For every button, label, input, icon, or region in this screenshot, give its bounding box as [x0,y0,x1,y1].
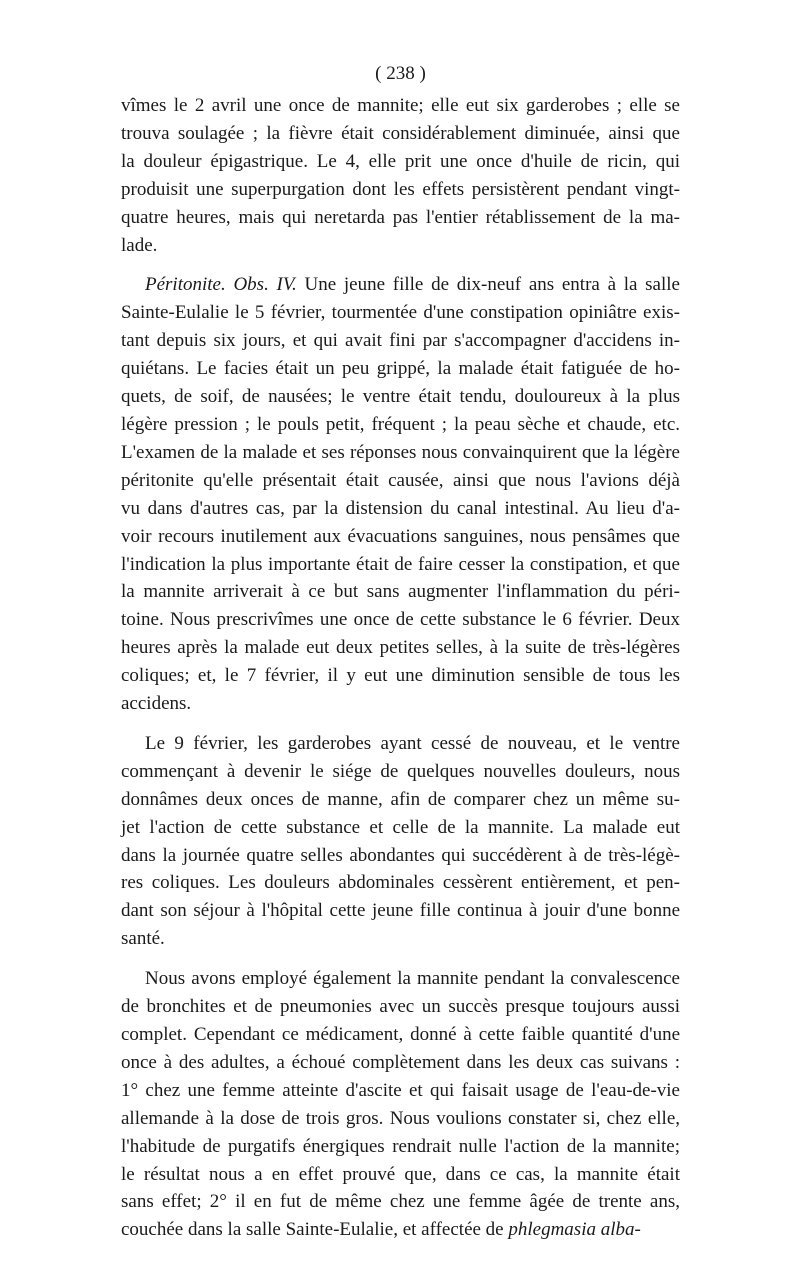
paragraph [121,92,680,259]
text-line: Sainte-Eulalie le 5 février, tourmentée d'une constipation opiniâtre exis- [121,302,680,324]
text-line: la mannite arriverait à ce but sans augmenter l'inflammation du péri- [121,581,680,603]
text-line: produisit une superpurgation dont les effets persistèrent pendant vingt- [121,178,680,200]
text-line: quatre heures, mais qui neretarda pas l'entier rétablissement de la ma- [121,206,680,228]
paragraph [121,965,680,1244]
text-run: Une jeune fille de dix-neuf ans entra à la salle [296,274,680,296]
text-line: accidens. [121,693,192,715]
text-line: la douleur épigastrique. Le 4, elle prit une once d'huile de ricin, qui [121,150,680,172]
text-line: donnâmes deux onces de manne, afin de comparer chez un même su- [121,788,680,810]
text-line: commençant à devenir le siége de quelques nouvelles douleurs, nous [121,760,680,782]
text-line: allemande à la dose de trois gros. Nous voulions constater si, chez elle, [121,1107,680,1129]
text-line: complet. Cependant ce médicament, donné à cette faible quantité d'une [121,1024,680,1045]
text-line: l'habitude de purgatifs énergiques rendrait nulle l'action de la mannite; [121,1135,680,1157]
paragraph [121,730,680,953]
text-line [121,1216,680,1244]
text-line: lade. [121,234,158,256]
text-line: heures après la malade eut deux petites selles, à la suite de très-légères [121,637,680,659]
text-line: dant son séjour à l'hôpital cette jeune fille continua à jouir d'une bonne [121,900,680,922]
body-text [121,92,680,1244]
page-number: ( 238 ) [375,63,426,84]
text-line: l'indication la plus importante était de faire cesser la constipation, et que [121,553,680,575]
text-line: voir recours inutilement aux évacuations sanguines, nous pensâmes que [121,525,680,547]
text-line: Nous avons employé également la mannite pendant la convalescence [145,968,680,990]
text-line: sans effet; 2° il en fut de même chez une femme âgée de trente ans, [121,1191,680,1213]
text-line: quiétans. Le facies était un peu grippé, la malade était fatiguée de ho- [121,358,680,380]
text-line: tant depuis six jours, et qui avait fini par s'accompagner d'accidens in- [121,330,680,352]
text-line: jet l'action de cette substance et celle de la mannite. La malade eut [121,816,680,838]
text-line: Le 9 février, les garderobes ayant cessé de nouveau, et le ventre [145,732,680,754]
text-run: couchée dans la salle Sainte-Eulalie, et affectée de [121,1219,509,1241]
text-line: quets, de soif, de nausées; le ventre était tendu, douloureux à la plus [121,386,680,408]
text-line: vu dans d'autres cas, par la distension du canal intestinal. Au lieu d'a- [121,497,680,519]
book-page [121,56,680,1244]
text-line: vîmes le 2 avril une once de mannite; elle eut six garderobes ; elle se [121,95,680,116]
text-line: toine. Nous prescrivîmes une once de cette substance le 6 février. Deux [121,609,680,631]
italic-term: phlegmasia alba- [508,1219,641,1241]
text-line: 1° chez une femme atteinte d'ascite et qui faisait usage de l'eau-de-vie [121,1079,680,1101]
text-line: légère pression ; le pouls petit, fréquent ; la peau sèche et chaude, etc. [121,413,680,435]
section-heading: Péritonite. Obs. IV. [145,274,297,296]
text-line: de bronchites et de pneumonies avec un succès presque toujours aussi [121,996,680,1018]
text-line [121,271,680,299]
text-line: dans la journée quatre selles abondantes qui succédèrent à de très-légè- [121,844,680,866]
text-line: le résultat nous a en effet prouvé que, dans ce cas, la mannite était [121,1163,680,1185]
text-line: res coliques. Les douleurs abdominales cessèrent entièrement, et pen- [121,872,680,894]
text-line: once à des adultes, a échoué complètement dans les deux cas suivans : [121,1051,680,1073]
text-line: L'examen de la malade et ses réponses nous convainquirent que la légère [121,441,680,463]
text-line: coliques; et, le 7 février, il y eut une diminution sensible de tous les [121,665,680,687]
paragraph [121,271,680,718]
text-line: trouva soulagée ; la fièvre était considérablement diminuée, ainsi que [121,122,680,144]
text-line: péritonite qu'elle présentait était causée, ainsi que nous l'avions déjà [121,469,680,491]
text-line: santé. [121,928,165,950]
